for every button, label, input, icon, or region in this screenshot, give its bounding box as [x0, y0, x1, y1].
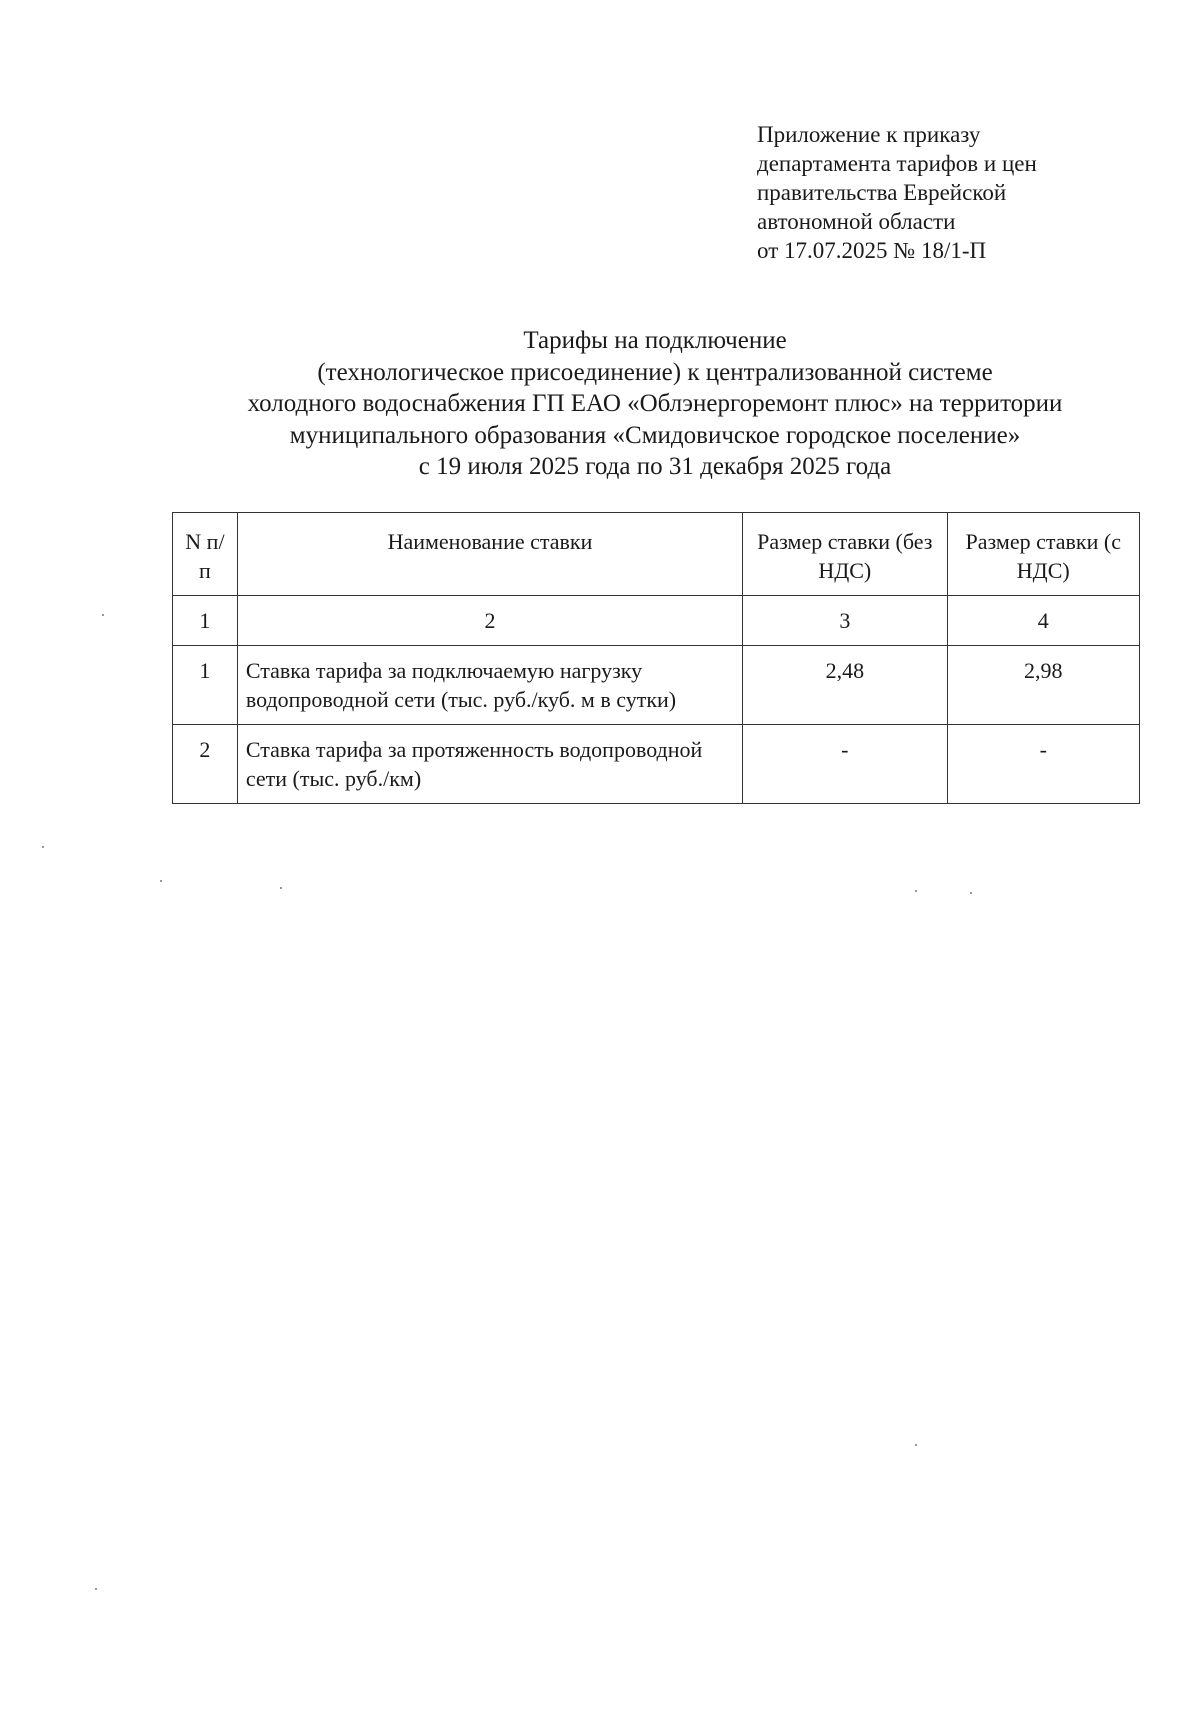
scan-speck: [915, 890, 917, 892]
column-number-row: [173, 596, 1140, 646]
appendix-line: Приложение к приказу: [757, 122, 981, 147]
scan-speck: [160, 880, 162, 882]
header-rate-no-vat: Размер ставки (без НДС): [743, 513, 947, 596]
header-name: Наименование ставки: [237, 513, 742, 596]
scan-speck: [970, 892, 972, 894]
table-row: [173, 646, 1140, 725]
row-num: 1: [173, 646, 238, 725]
row-rate-no-vat: 2,48: [743, 646, 947, 725]
row-name: Ставка тарифа за протяженность водопроводной сети (тыс. руб./км): [237, 725, 742, 804]
row-rate-no-vat: -: [743, 725, 947, 804]
table-header-row: [173, 513, 1140, 596]
header-num: N п/п: [173, 513, 238, 596]
scan-speck: [95, 1588, 97, 1590]
column-number: 3: [743, 596, 947, 646]
title-line: муниципального образования «Смидовичское городское поселение»: [289, 421, 1021, 449]
appendix-reference: [757, 120, 1157, 265]
column-number: 4: [947, 596, 1139, 646]
column-number: 2: [237, 596, 742, 646]
title-line: холодного водоснабжения ГП ЕАО «Облэнергоремонт плюс» на территории: [247, 390, 1063, 417]
row-rate-vat: -: [947, 725, 1139, 804]
scan-speck: [42, 846, 44, 848]
tariff-table: [172, 512, 1140, 804]
document-title: [140, 325, 1170, 483]
title-line: Тарифы на подключение: [523, 327, 787, 354]
row-rate-vat: 2,98: [947, 646, 1139, 725]
title-line: с 19 июля 2025 года по 31 декабря 2025 года: [418, 453, 892, 480]
table-row: [173, 725, 1140, 804]
appendix-line: от 17.07.2025 № 18/1-П: [757, 238, 987, 263]
appendix-line: департамента тарифов и цен: [757, 151, 1037, 176]
scan-speck: [280, 887, 282, 889]
column-number: 1: [173, 596, 238, 646]
title-line: (технологическое присоединение) к централизованной системе: [317, 358, 993, 386]
scan-speck: [915, 1444, 917, 1446]
appendix-line: правительства Еврейской: [757, 180, 1007, 205]
row-num: 2: [173, 725, 238, 804]
row-name: Ставка тарифа за подключаемую нагрузку водопроводной сети (тыс. руб./куб. м в сутки): [237, 646, 742, 725]
appendix-line: автономной области: [757, 209, 956, 234]
scan-speck: [102, 614, 104, 616]
header-rate-vat: Размер ставки (с НДС): [947, 513, 1139, 596]
